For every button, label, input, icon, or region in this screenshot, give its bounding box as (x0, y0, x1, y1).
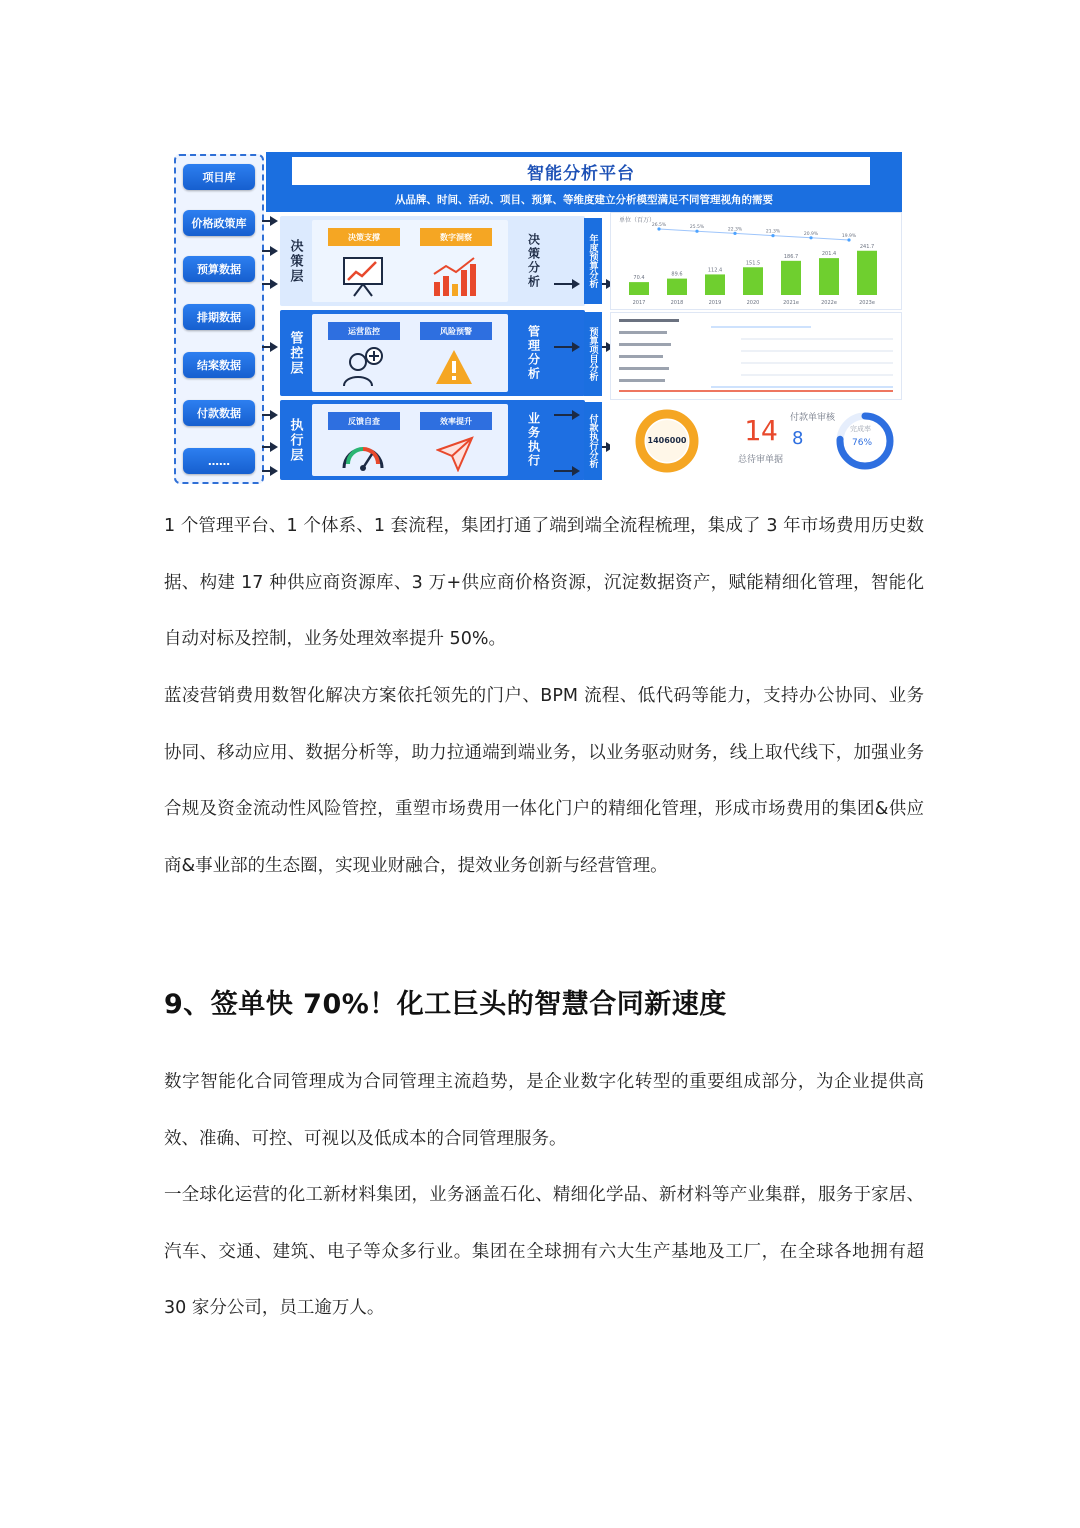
bar-chart-panel (610, 212, 902, 310)
bar-2018 (667, 279, 687, 295)
execution-layer (280, 400, 585, 480)
control-layer-label: 管控层 (287, 330, 303, 376)
tag-decision-support: 决策支撑 (328, 228, 400, 246)
kpi-panel (610, 402, 900, 482)
source-project-db: 项目库 (183, 164, 255, 190)
growth-label: 21.3% (765, 229, 781, 235)
budget-table-panel (610, 312, 902, 400)
bar-2017 (629, 282, 649, 295)
gauge-icon (340, 436, 386, 472)
chart-unit-label: 单位（百万） (619, 217, 656, 224)
source-payment: 付款数据 (183, 400, 255, 426)
bar-value-label: 201.4 (821, 251, 837, 258)
execution-analysis-label: 业务执行 (526, 412, 541, 468)
decision-analysis-label: 决策分析 (526, 233, 541, 289)
source-more: …… (183, 448, 255, 474)
execution-layer-label: 执行层 (287, 417, 303, 463)
ring-label: 完成率 (850, 425, 871, 433)
source-closing: 结案数据 (183, 352, 255, 378)
bar-value-label: 70.4 (633, 275, 645, 282)
source-budget: 预算数据 (183, 256, 255, 282)
growth-line (659, 229, 849, 240)
presentation-chart-icon (340, 254, 386, 298)
tag-efficiency-boost: 效率提升 (420, 412, 492, 430)
tag-operation-monitor: 运营监控 (328, 322, 400, 340)
side-tag-annual-budget: 年度预算分析 (584, 218, 602, 304)
bar-category-label: 2017 (632, 300, 646, 306)
growth-label: 25.5% (689, 225, 705, 231)
bar-chart (611, 213, 899, 307)
bar-2023e (857, 251, 877, 295)
bar-category-label: 2023e (859, 300, 875, 306)
small-number: 8 (792, 428, 804, 449)
source-schedule: 排期数据 (183, 304, 255, 330)
platform-title: 智能分析平台 (292, 157, 870, 185)
tag-digital-insight: 数字洞察 (420, 228, 492, 246)
bar-2019 (705, 274, 725, 295)
growth-label: 22.3% (727, 227, 743, 233)
platform-header (266, 152, 902, 212)
bar-value-label: 151.5 (745, 260, 761, 267)
bar-value-label: 186.7 (783, 253, 799, 260)
paragraph-1: 1 个管理平台、1 个体系、1 套流程，集团打通了端到端全流程梳理，集成了 3 年市场费用历史数据、构建 17 种供应商资源库、3 万+供应商价格资源，沉淀数据资产，赋能精细化管理，智能化自动对标及控制，业务处理效率提升 50%。 (164, 516, 924, 649)
platform-diagram (170, 150, 904, 486)
paper-plane-icon (436, 436, 474, 472)
bar-category-label: 2022e (821, 300, 837, 306)
decision-layer (280, 216, 585, 306)
bar-2021e (781, 261, 801, 295)
tag-feedback-check: 反馈自查 (328, 412, 400, 430)
section-heading: 9、签单快 70%！化工巨头的智慧合同新速度 (164, 989, 727, 1020)
platform-subtitle: 从品牌、时间、活动、项目、预算、等维度建立分析模型满足不同管理视角的需要 (395, 194, 773, 206)
bar-value-label: 112.4 (707, 267, 723, 274)
decision-layer-label: 决策层 (287, 238, 303, 284)
data-source-column (174, 154, 264, 484)
ring-percent: 76% (852, 438, 873, 448)
source-price-policy: 价格政策库 (183, 210, 255, 236)
warning-icon (434, 348, 474, 386)
side-tag-payment-exec: 付款执行分析 (584, 402, 602, 480)
big-number-label: 总待审单据 (738, 455, 784, 465)
growth-label: 20.9% (803, 231, 819, 237)
bar-category-label: 2020 (746, 300, 760, 306)
control-layer (280, 310, 585, 396)
bar-category-label: 2021e (783, 300, 799, 306)
budget-table (611, 313, 899, 397)
bar-value-label: 241.7 (859, 243, 875, 250)
side-tag-budget-project: 预算项目分析 (584, 312, 602, 396)
growth-label: 26.5% (651, 223, 667, 228)
donut-value: 1406000 (647, 436, 687, 445)
paragraph-4: 一全球化运营的化工新材料集团，业务涵盖石化、精细化学品、新材料等产业集群，服务于家居、汽车、交通、建筑、电子等众多行业。集团在全球拥有六大生产基地及工厂，在全球各地拥有超 30 家分公司，员工逾万人。 (164, 1185, 924, 1318)
bar-category-label: 2018 (670, 300, 684, 306)
bar-2022e (819, 258, 839, 295)
bar-2020 (743, 267, 763, 295)
paragraph-2: 蓝凌营销费用数智化解决方案依托领先的门户、BPM 流程、低代码等能力，支持办公协同、业务协同、移动应用、数据分析等，助力拉通端到端业务，以业务驱动财务，线上取代线下，加强业务合规及资金流动性风险管控，重塑市场费用一体化门户的精细化管理，形成市场费用的集团&供应商&事业部的生态圈，实现业财融合，提效业务创新与经营管理。 (164, 686, 924, 876)
control-analysis-label: 管理分析 (526, 325, 541, 381)
big-number: 14 (744, 414, 778, 447)
growth-bars-icon (430, 256, 480, 298)
pay-review-label: 付款单审核 (790, 413, 836, 423)
tag-risk-alert: 风险预警 (420, 322, 492, 340)
user-add-icon (340, 346, 386, 388)
paragraph-3: 数字智能化合同管理成为合同管理主流趋势，是企业数字化转型的重要组成部分，为企业提供高效、准确、可控、可视以及低成本的合同管理服务。 (164, 1072, 924, 1149)
bar-category-label: 2019 (708, 300, 722, 306)
growth-label: 19.9% (841, 234, 857, 239)
bar-value-label: 89.6 (671, 271, 683, 278)
